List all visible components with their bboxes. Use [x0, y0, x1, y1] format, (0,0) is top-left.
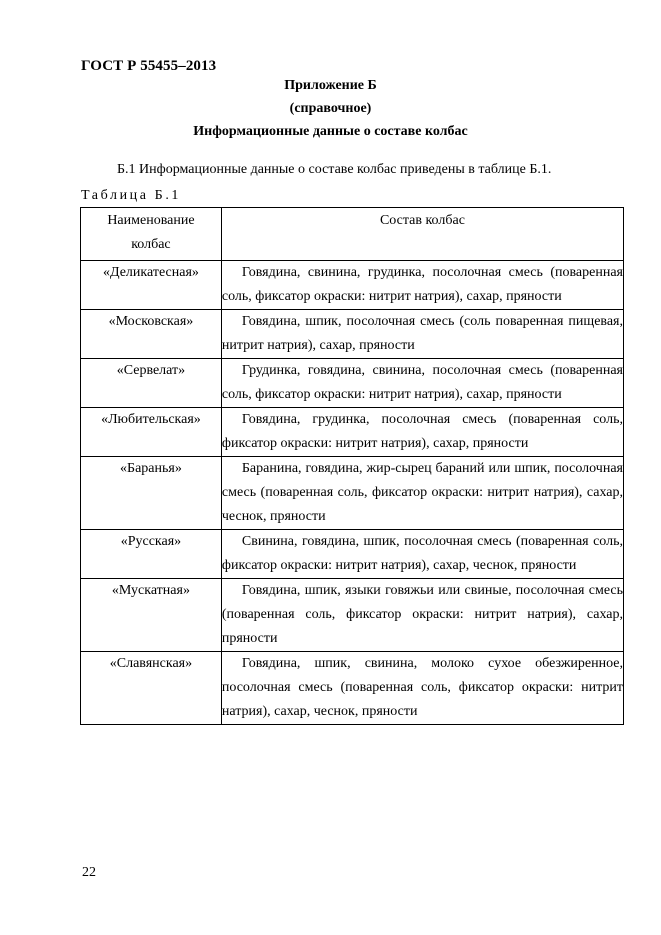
table-row — [81, 457, 624, 530]
sausage-composition: Грудинка, говядина, свинина, посолочная смесь (поваренная соль, фиксатор окраски: нитрит натрия), сахар, пряности — [221, 359, 623, 408]
table-row — [81, 310, 624, 359]
sausage-name: «Мускатная» — [81, 579, 222, 652]
table-row — [81, 579, 624, 652]
appendix-heading: Информационные данные о составе колбас — [193, 124, 468, 139]
table-row — [81, 408, 624, 457]
sausage-composition: Говядина, шпик, свинина, молоко сухое обезжиренное, посолочная смесь (поваренная соль, фиксатор окраски: нитрит натрия), сахар, чеснок, пряности — [221, 652, 623, 725]
table-row — [81, 261, 624, 310]
sausage-name: «Баранья» — [81, 457, 222, 530]
sausage-composition: Говядина, шпик, языки говяжьи или свиные, посолочная смесь (поваренная соль, фиксатор окраски: нитрит натрия), сахар, пряности — [221, 579, 623, 652]
table-row — [81, 652, 624, 725]
sausage-name: «Любительская» — [81, 408, 222, 457]
sausage-name: «Московская» — [81, 310, 222, 359]
sausage-composition: Говядина, грудинка, посолочная смесь (поваренная соль, фиксатор окраски: нитрит натрия), сахар, пряности — [221, 408, 623, 457]
table-row — [81, 530, 624, 579]
header-name-line1: Наименование — [107, 213, 195, 228]
appendix-title: Приложение Б — [284, 78, 377, 93]
header-name-line2: колбас — [131, 237, 171, 252]
sausage-name: «Славянская» — [81, 652, 222, 725]
table-caption: Таблица Б.1 — [81, 188, 182, 203]
table-row — [81, 359, 624, 408]
document-code: ГОСТ Р 55455–2013 — [81, 58, 217, 74]
composition-table — [80, 207, 624, 725]
sausage-name: «Деликатесная» — [81, 261, 222, 310]
header-name — [81, 208, 222, 261]
sausage-composition: Свинина, говядина, шпик, посолочная смесь (поваренная соль, фиксатор окраски: нитрит натрия), сахар, чеснок, пряности — [221, 530, 623, 579]
sausage-composition: Говядина, шпик, посолочная смесь (соль поваренная пищевая, нитрит натрия), сахар, пряности — [221, 310, 623, 359]
sausage-name: «Сервелат» — [81, 359, 222, 408]
page-number: 22 — [82, 865, 96, 880]
intro-paragraph: Б.1 Информационные данные о составе колбас приведены в таблице Б.1. — [117, 162, 552, 177]
table-header-row — [81, 208, 624, 261]
appendix-type: (справочное) — [289, 101, 372, 116]
sausage-composition: Баранина, говядина, жир-сырец бараний или шпик, посолочная смесь (поваренная соль, фиксатор окраски: нитрит натрия), сахар, чеснок, пряности — [221, 457, 623, 530]
sausage-composition: Говядина, свинина, грудинка, посолочная смесь (поваренная соль, фиксатор окраски: нитрит натрия), сахар, пряности — [221, 261, 623, 310]
sausage-name: «Русская» — [81, 530, 222, 579]
header-composition: Состав колбас — [221, 208, 623, 261]
